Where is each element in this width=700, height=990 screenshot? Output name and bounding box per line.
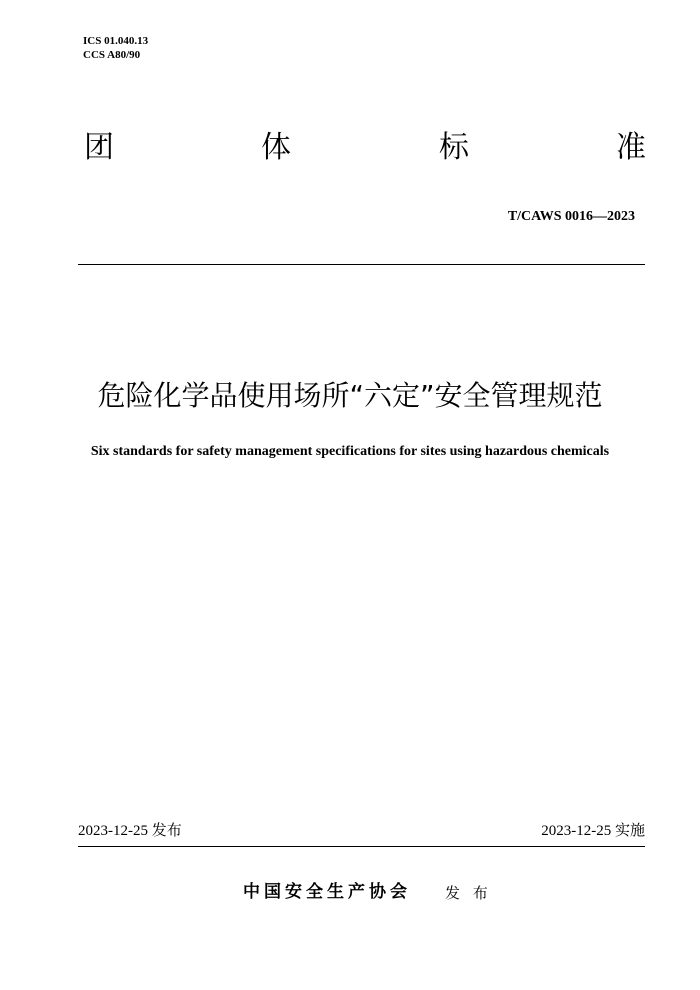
ics-code: ICS 01.040.13 xyxy=(83,35,149,47)
standard-type-char: 准 xyxy=(616,130,646,165)
bottom-divider xyxy=(78,846,645,847)
document-title-english: Six standards for safety management specifications for sites using hazardous chemicals xyxy=(90,444,610,459)
publisher-action: 发 布 xyxy=(445,884,492,902)
ccs-code: CCS A80/90 xyxy=(83,49,141,61)
standard-type-char: 团 xyxy=(84,130,114,165)
publish-date: 2023-12-25 发布 xyxy=(78,823,182,839)
standard-number: T/CAWS 0016—2023 xyxy=(507,209,635,224)
standard-type-char: 体 xyxy=(261,130,291,165)
top-divider xyxy=(78,264,645,265)
implement-date: 2023-12-25 实施 xyxy=(541,823,645,839)
document-title-chinese: 危险化学品使用场所“六定”安全管理规范 xyxy=(97,379,603,412)
classification-codes xyxy=(83,34,148,62)
publisher-name: 中国安全生产协会 xyxy=(243,882,411,902)
standard-type-char: 标 xyxy=(439,130,469,165)
